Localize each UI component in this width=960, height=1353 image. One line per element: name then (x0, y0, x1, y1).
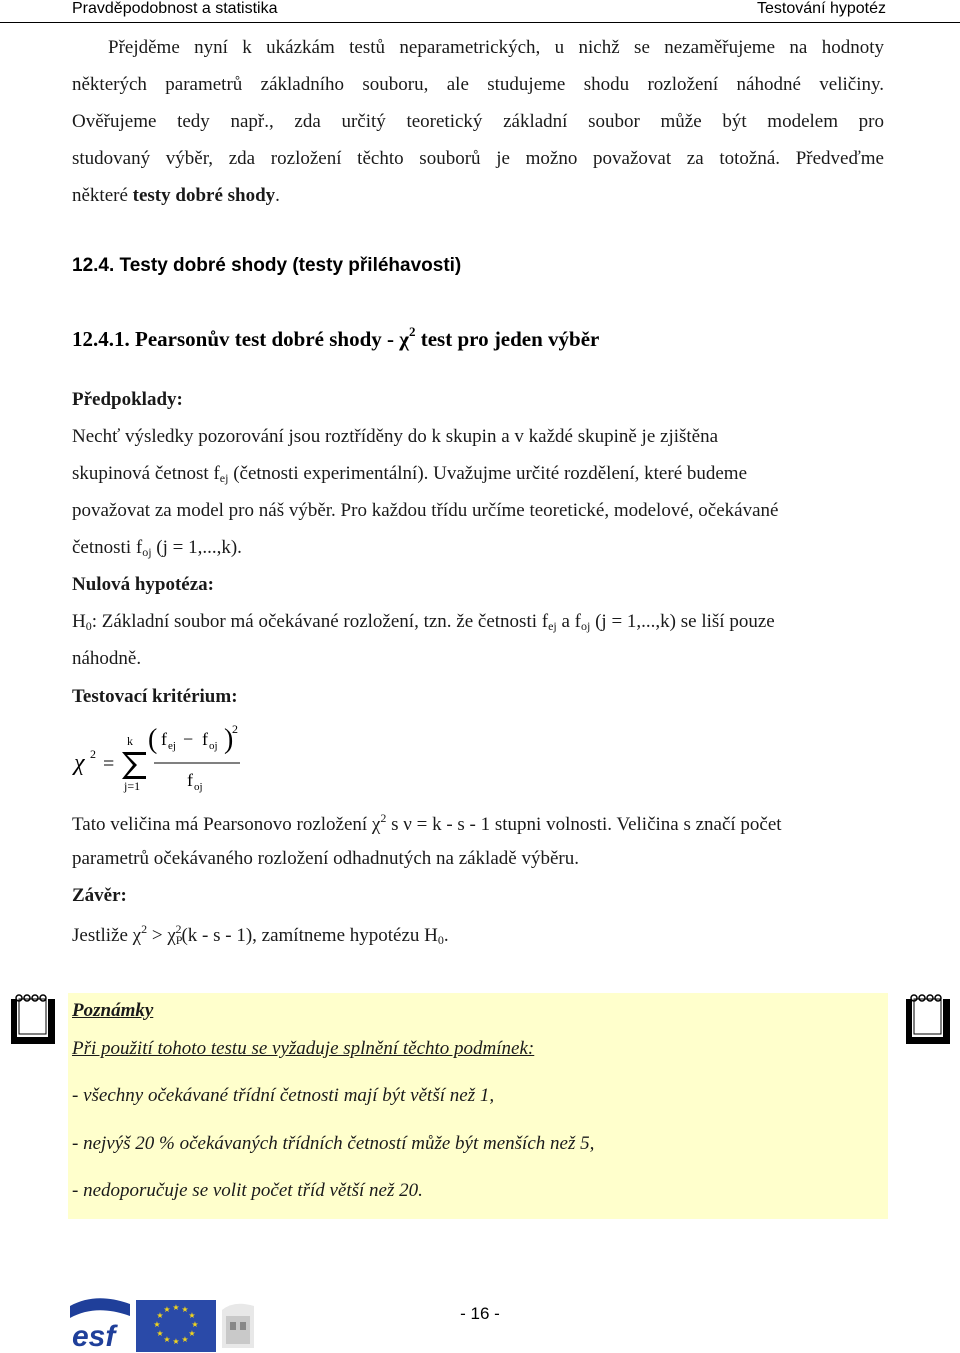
assumptions-label: Předpoklady: (72, 389, 183, 410)
assumptions-line: skupinová četnost $f_{ej}$ (četnosti experimentální). Uvažujme určité rozdělení, které budeme (72, 463, 748, 485)
svg-text:2: 2 (232, 722, 238, 736)
notebook-icon (10, 993, 56, 1045)
svg-text:★: ★ (153, 1320, 161, 1329)
svg-text:★: ★ (156, 1311, 164, 1320)
intro-line: některých parametrů základního souboru, ale studujeme shodu rozložení náhodné veličiny. (72, 74, 884, 95)
svg-text:★: ★ (188, 1329, 196, 1338)
svg-text:f: f (187, 770, 193, 790)
header-course-title: Pravděpodobnost a statistika (72, 0, 278, 17)
null-hypothesis-line: $H_0$: Základní soubor má očekávané rozložení, tzn. že četnosti $f_{ej}$ a $f_{oj}$ (j = 1,...,k) se liší pouze (72, 611, 775, 633)
svg-text:χ: χ (74, 750, 85, 776)
svg-text:★: ★ (181, 1305, 189, 1314)
svg-text:=: = (103, 753, 115, 775)
conclusion-line: Jestliže $\chi^2 > \chi_P^2(k - s - 1)$, zamítneme hypotézu $H_0$. (72, 922, 449, 947)
null-hypothesis-label: Nulová hypotéza: (72, 574, 214, 595)
svg-text:f: f (202, 729, 208, 749)
svg-text:ej: ej (168, 740, 176, 752)
assumptions-line: četnosti $f_{oj}$ (j = 1,...,k). (72, 537, 242, 559)
criterion-line: Tato veličina má Pearsonovo rozložení $\chi^2$ s ν = k - s - 1 stupni volnosti. Veličina s značí počet (72, 811, 782, 835)
chi-square-formula (70, 718, 260, 798)
intro-line: Přejděme nyní k ukázkám testů neparametrických, u nichž se nezaměřujeme na hodnoty (108, 37, 884, 58)
svg-text:★: ★ (191, 1320, 199, 1329)
svg-text:oj: oj (194, 781, 203, 793)
svg-text:f: f (161, 729, 167, 749)
notes-subtitle: Při použití tohoto testu se vyžaduje splnění těchto podmínek: (72, 1038, 535, 1059)
svg-text:j=1: j=1 (124, 779, 141, 793)
svg-text:★: ★ (156, 1329, 164, 1338)
header-chapter-title: Testování hypotéz (757, 0, 886, 17)
criterion-line: parametrů očekávaného rozložení odhadnutých na základě výběru. (72, 848, 579, 869)
svg-text:2: 2 (90, 747, 96, 761)
svg-text:(: ( (148, 724, 158, 755)
notebook-icon (905, 993, 951, 1045)
null-hypothesis-line: náhodně. (72, 648, 142, 669)
svg-text:★: ★ (188, 1311, 196, 1320)
page-header (0, 0, 960, 23)
svg-text:★: ★ (172, 1303, 180, 1312)
assumptions-line: Nechť výsledky pozorování jsou roztříděny do k skupin a v každé skupině je zjištěna (72, 426, 719, 447)
svg-text:★: ★ (163, 1335, 171, 1344)
conclusion-label: Závěr: (72, 885, 127, 906)
svg-text:★: ★ (172, 1337, 180, 1346)
svg-text:★: ★ (163, 1305, 171, 1314)
notes-item: - nedoporučuje se volit počet tříd větší než 20. (72, 1180, 423, 1201)
svg-text:−: − (183, 729, 194, 749)
criterion-label: Testovací kritérium: (72, 686, 238, 707)
assumptions-line: považovat za model pro náš výběr. Pro každou třídu určíme teoretické, modelové, očekávané (72, 500, 779, 521)
intro-line: Ověřujeme tedy např., zda určitý teoretický základní soubor může být modelem pro (72, 111, 884, 132)
svg-text:oj: oj (209, 740, 218, 752)
svg-text:★: ★ (181, 1335, 189, 1344)
intro-line: studovaný výběr, zda rozložení těchto souborů je možno považovat za totožná. Předveďme (72, 148, 884, 169)
section-heading: 12.4. Testy dobré shody (testy přiléhavosti) (72, 255, 462, 276)
svg-text:k: k (127, 734, 133, 748)
subsection-heading: 12.4.1. Pearsonův test dobré shody - $\chi^2$ test pro jeden výběr (72, 324, 600, 351)
svg-text:): ) (224, 724, 234, 755)
page-number: - 16 - (460, 1304, 500, 1323)
notes-title: Poznámky (72, 1000, 154, 1021)
notes-item: - nejvýš 20 % očekávaných třídních četností může být menších než 5, (72, 1133, 595, 1154)
intro-paragraph (72, 29, 884, 214)
svg-text:esf: esf (72, 1320, 116, 1352)
notes-item: - všechny očekávané třídní četnosti mají být větší než 1, (72, 1085, 495, 1106)
intro-line: některé testy dobré shody. (72, 185, 280, 206)
